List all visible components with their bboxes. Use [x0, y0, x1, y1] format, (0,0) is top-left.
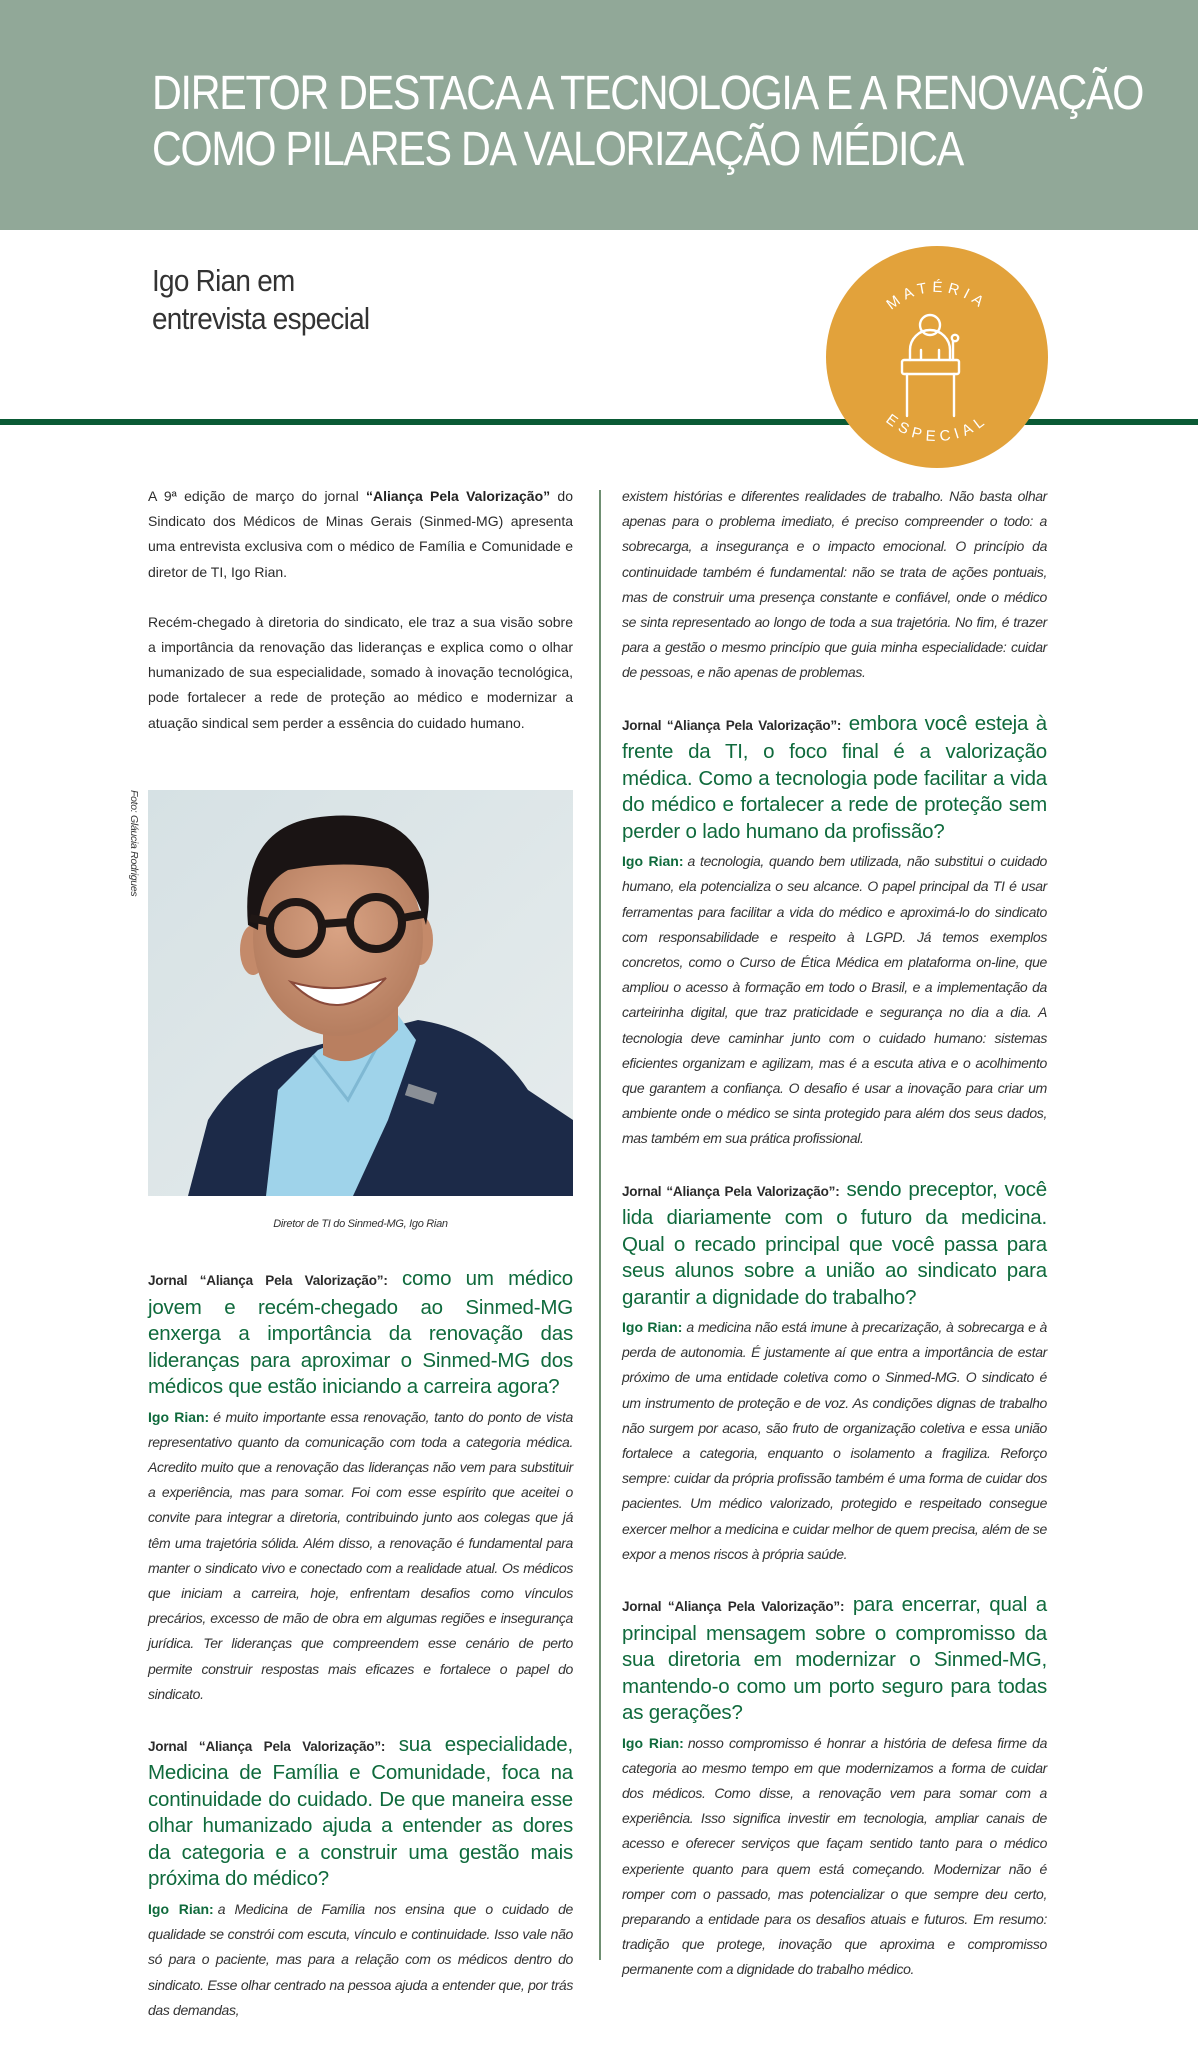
answer-continued: existem histórias e diferentes realidades de trabalho. Não basta olhar apenas para o problema imediato, é preciso compreender o todo: a sobrecarga, a insegurança e o impacto emocional. O princípio da continuidade também é fundamental: não se trata de ações pontuais, mas de construir uma presença constante e confiável, onde o médico se sinta representado ao longo de toda a sua trajetória. No fim, é trazer para a gestão o mesmo princípio que guia minha especialidade: cuidar de pessoas, e não apenas de problemas. [622, 488, 1047, 681]
qa-left-column [148, 1266, 573, 2046]
badge-graphic [826, 246, 1048, 468]
question-label: Jornal “Aliança Pela Valorização”: [622, 1183, 840, 1199]
question-label: Jornal “Aliança Pela Valorização”: [148, 1273, 388, 1288]
question-text: embora você esteja à frente da TI, o foco final é a valorização médica. Como a tecnologia pode facilitar a vida do médico e fortalecer a rede de proteção sem perder o lado humano da profissão? [622, 711, 1047, 843]
question-text: como um médico jovem e recém-chegado ao Sinmed-MG enxerga a importância da renovação das lideranças para aproximar o Sinmed-MG dos médicos que estão iniciando a carreira agora? [148, 1267, 573, 1398]
qa-item [148, 1732, 573, 2023]
intro-text: A 9ª edição de março do jornal [148, 488, 366, 504]
header-band [0, 0, 1198, 230]
question-text: para encerrar, qual a principal mensagem sobre o compromisso da sua diretoria em modernizar o Sinmed-MG, mantendo-o como um porto seguro para todas as gerações? [622, 1593, 1048, 1725]
answer [148, 1897, 573, 2023]
intro [148, 484, 573, 761]
headline [152, 66, 1144, 178]
answer [622, 1315, 1047, 1567]
intro-text: do Sindicato dos Médicos de Minas Gerais (Sinmed-MG) apresenta uma entrevista exclusiva com o médico de Família e Comunidade e diretor de TI, Igo Rian. [148, 488, 573, 580]
qa-item [148, 1266, 573, 1707]
photo-credit: Foto: Gláucia Rodrigues [128, 790, 140, 897]
answer [622, 849, 1047, 1151]
answer [148, 1405, 573, 1707]
question-text: sua especialidade, Medicina de Família e Comunidade, foca na continuidade do cuidado. De que maneira esse olhar humanizado ajuda a entender as dores da categoria e a construir uma gestão mais próxima do médico? [148, 1732, 573, 1891]
headline-line-2: COMO PILARES DA VALORIZAÇÃO MÉDICA [152, 123, 963, 176]
question-label: Jornal “Aliança Pela Valorização”: [622, 717, 842, 733]
materia-especial-badge [826, 246, 1048, 468]
answer-text: a medicina não está imune à precarização, à sobrecarga e à perda de autonomia. É justamente aí que entra a importância de estar próximo de uma entidade coletiva como o Sinmed-MG. O sindicato é um instrumento de proteção e de voz. As condições dignas de trabalho não surgem por acaso, são fruto de organização coletiva e essa união fortalece a categoria, enquanto o isolamento a fragiliza. Reforço sempre: cuidar da própria profissão também é uma forma de cuidar dos pacientes. Um médico valorizado, protegido e respeitado consegue exercer melhor a medicina e cuidar melhor de quem precisa, além de se expor a menos riscos à própria saúde. [622, 1319, 1047, 1562]
answer-label: Igo Rian: [148, 1408, 210, 1425]
answer-text: a Medicina de Família nos ensina que o cuidado de qualidade se constrói com escuta, vínculo e continuidade. Isso vale não só para o paciente, mas para a relação com os médicos dentro do sindicato. Esse olhar centrado na pessoa ajuda a entender que, por trás das demandas, [148, 1900, 573, 2018]
question [148, 1266, 573, 1401]
answer-label: Igo Rian: [622, 1319, 683, 1336]
answer-label: Igo Rian: [622, 853, 684, 870]
question-label: Jornal “Aliança Pela Valorização”: [622, 1599, 845, 1615]
question [622, 1177, 1047, 1312]
subtitle-line-1: Igo Rian em [152, 263, 295, 298]
answer-text: a tecnologia, quando bem utilizada, não substitui o cuidado humano, ela potencializa o seu alcance. O papel principal da TI é usar ferramentas para facilitar a vida do médico e aproximá-lo do sindicato com responsabilidade e respeito à LGPD. Já temos exemplos concretos, como o Curso de Ética Médica em plataforma on-line, que ampliou o acesso à formação em todo o Brasil, e a implementação da carteirinha digital, que traz praticidade e segurança no dia a dia. A tecnologia deve caminhar junto com o cuidado humano: sistemas eficientes organizam e agilizam, mas é a escuta ativa e o acolhimento que garantem a confiança. O desafio é usar a inovação para criar um ambiente onde o médico se sinta protegido para além dos seus dados, mas também em sua prática profissional. [622, 853, 1047, 1147]
intro-paragraph-1 [148, 484, 573, 585]
qa-right-column [622, 484, 1047, 2008]
newspaper-name: “Aliança Pela Valorização” [365, 488, 551, 504]
intro-paragraph-2: Recém-chegado à diretoria do sindicato, ele traz a sua visão sobre a importância da renovação das lideranças e explica como o olhar humanizado de sua especialidade, somado à inovação tecnológica, pode fortalecer a rede de proteção ao médico e modernizar a atuação sindical sem perder a essência do cuidado humano. [148, 613, 573, 731]
question [622, 1592, 1047, 1727]
subtitle-line-2: entrevista especial [152, 301, 370, 336]
headline-line-1: DIRETOR DESTACA A TECNOLOGIA E A RENOVAÇÃO [152, 67, 1144, 120]
portrait-illustration [148, 790, 573, 1196]
speaker-podium-icon [902, 315, 959, 416]
answer-label: Igo Rian: [622, 1734, 684, 1751]
qa-item [622, 1592, 1047, 1983]
question-text: sendo preceptor, você lida diariamente com o futuro da medicina. Qual o recado principal que você passa para seus alunos sobre a união ao sindicato para garantir a dignidade do trabalho? [622, 1177, 1047, 1309]
subtitle [152, 262, 369, 338]
answer-text: nosso compromisso é honrar a história de defesa firme da categoria ao mesmo tempo em que modernizamos a forma de cuidar dos médicos. Como disse, a renovação vem para somar com a experiência. Isso significa investir em tecnologia, ampliar canais de acesso e oferecer serviços que façam sentido tanto para o médico experiente quanto para quem está começando. Modernizar não é romper com o passado, mas potencializar o que sempre deu certo, preparando a entidade para os desafios atuais e futuros. Em resumo: tradição que protege, inovação que aproxima e compromisso permanente com a dignidade do trabalho médico. [622, 1734, 1048, 1978]
photo-caption: Diretor de TI do Sinmed-MG, Igo Rian [273, 1218, 448, 1230]
answer-text: é muito importante essa renovação, tanto do ponto de vista representativo quanto da comunicação com toda a categoria médica. Acredito muito que a renovação das lideranças não vem para substituir a experiência, mas para somar. Foi com esse espírito que aceitei o convite para integrar a diretoria, contribuindo junto aos colegas que já têm uma trajetória sólida. Além disso, a renovação é fundamental para manter o sindicato vivo e conectado com a realidade atual. Os médicos que iniciam a carreira, hoje, enfrentam desafios como vínculos precários, excesso de mão de obra em algumas regiões e insegurança jurídica. Ter lideranças que compreendem esse cenário de perto permite construir respostas mais eficazes e fortalece o papel do sindicato. [148, 1408, 573, 1702]
column-divider [599, 490, 601, 1960]
badge-top-text: MATÉRIA [883, 278, 991, 314]
portrait-photo [148, 790, 573, 1196]
question [148, 1732, 573, 1893]
answer-label: Igo Rian: [148, 1900, 214, 1917]
qa-item [622, 1177, 1047, 1568]
question-label: Jornal “Aliança Pela Valorização”: [148, 1738, 386, 1754]
question [622, 711, 1047, 846]
qa-item [622, 711, 1047, 1152]
answer [622, 1731, 1047, 1983]
badge-bottom-text: ESPECIAL [882, 410, 992, 446]
